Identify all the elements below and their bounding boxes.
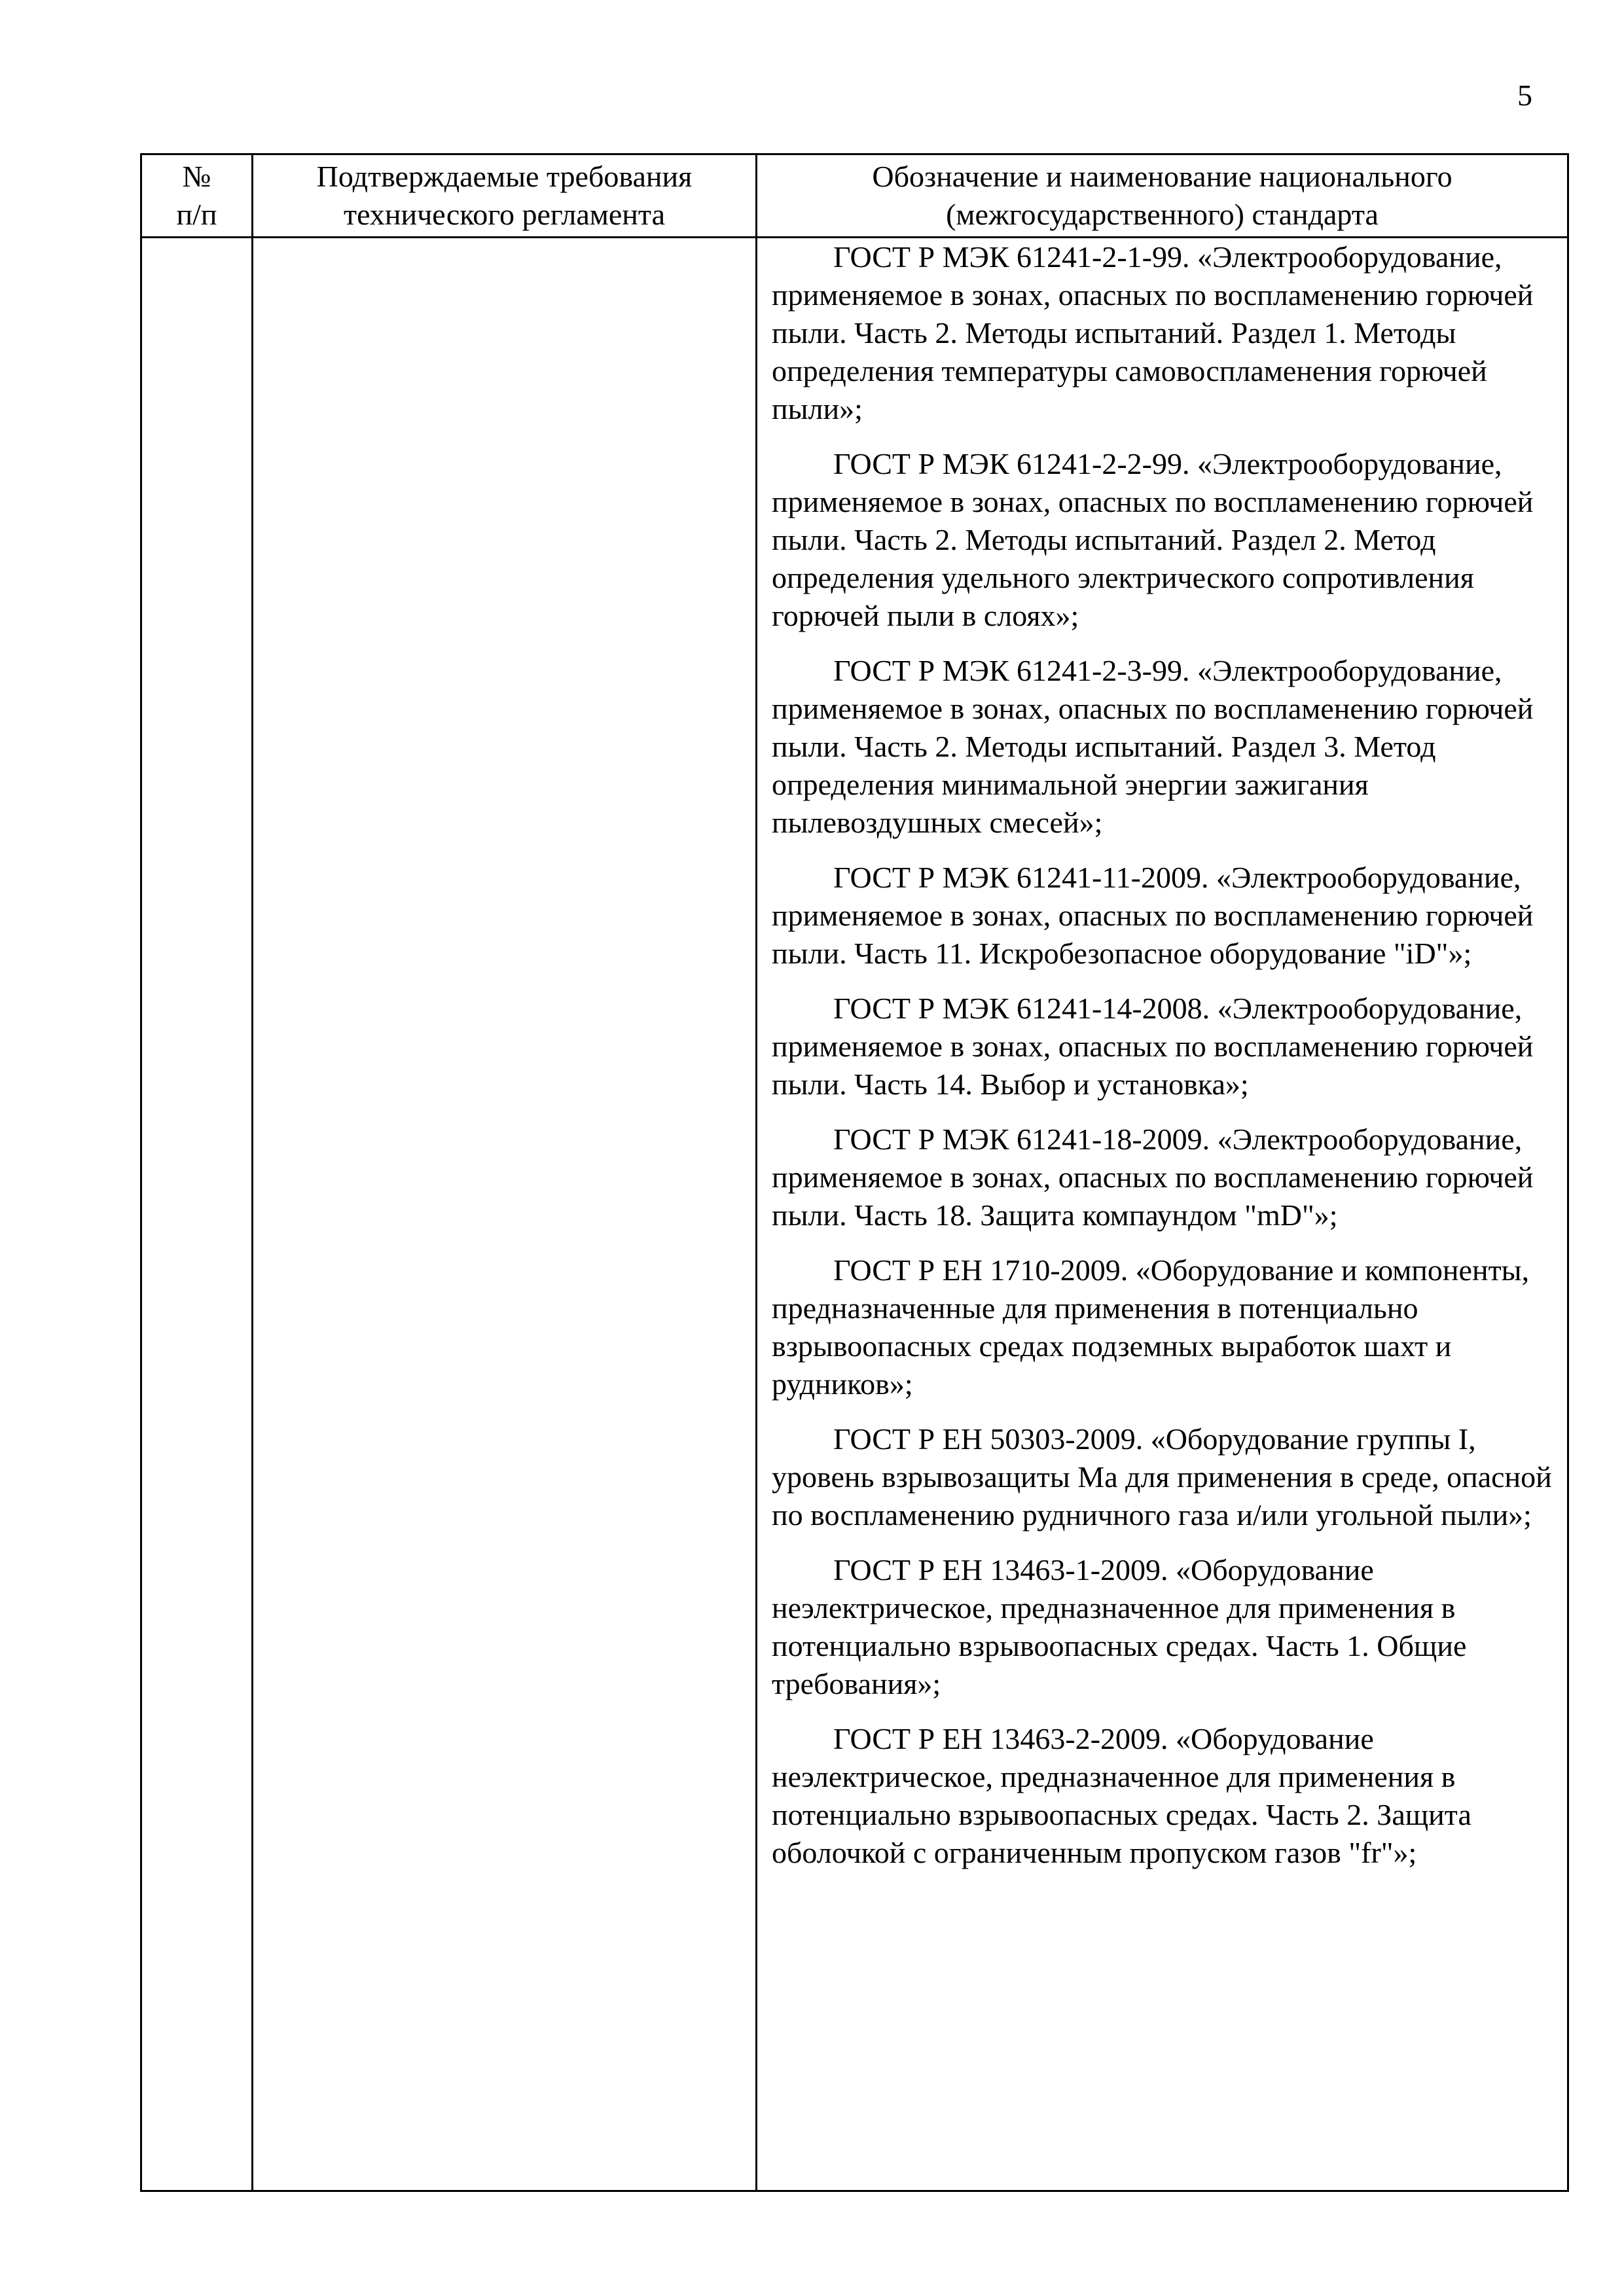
standard-entry: ГОСТ Р ЕН 13463-2-2009. «Оборудование неэлектрическое, предназначенное для применения в потенциально взрывоопасных средах. Часть 2. Защита оболочкой с ограниченным пропуском газов "fr"»;: [772, 1722, 1471, 1869]
header-requirements-line1: Подтверждаемые требования: [316, 160, 693, 193]
header-standard-line2: (межгосударственного) стандарта: [946, 198, 1379, 231]
standard-entry: ГОСТ Р МЭК 61241-2-2-99. «Электрооборудование, применяемое в зонах, опасных по воспламенению горючей пыли. Часть 2. Методы испытаний. Раздел 2. Метод определения удельного электрического сопротивления горючей пыли в слоях»;: [772, 447, 1534, 632]
standard-entry: ГОСТ Р ЕН 50303-2009. «Оборудование группы I, уровень взрывозащиты Ма для применения в среде, опасной по воспламенению рудничного газа и/или угольной пыли»;: [772, 1422, 1552, 1532]
table-header-row: [141, 154, 1568, 238]
header-standard-line1: Обозначение и наименование национального: [872, 160, 1453, 193]
table-row: [141, 238, 1568, 2191]
standards-table: [140, 153, 1569, 2192]
header-number-line1: №: [182, 160, 211, 193]
row-standards-cell: [757, 238, 1568, 2191]
standard-entry: ГОСТ Р МЭК 61241-11-2009. «Электрооборудование, применяемое в зонах, опасных по воспламенению горючей пыли. Часть 11. Искробезопасное оборудование "iD"»;: [772, 861, 1534, 970]
standard-entry: ГОСТ Р МЭК 61241-2-3-99. «Электрооборудование, применяемое в зонах, опасных по воспламенению горючей пыли. Часть 2. Методы испытаний. Раздел 3. Метод определения минимальной энергии зажигания пылевоздушных смесей»;: [772, 654, 1534, 839]
header-number: [141, 154, 253, 238]
header-requirements-line2: технического регламента: [343, 198, 666, 231]
standard-entry: ГОСТ Р МЭК 61241-2-1-99. «Электрооборудование, применяемое в зонах, опасных по воспламенению горючей пыли. Часть 2. Методы испытаний. Раздел 1. Методы определения температуры самовоспламенения горючей пыли»;: [772, 240, 1534, 425]
standard-entry: ГОСТ Р ЕН 13463-1-2009. «Оборудование неэлектрическое, предназначенное для применения в потенциально взрывоопасных средах. Часть 1. Общие требования»;: [772, 1553, 1467, 1700]
header-number-line2: п/п: [176, 198, 217, 231]
header-requirements: [253, 154, 757, 238]
standard-entry: ГОСТ Р МЭК 61241-18-2009. «Электрооборудование, применяемое в зонах, опасных по воспламенению горючей пыли. Часть 18. Защита компаундом "mD"»;: [772, 1122, 1534, 1232]
row-requirements-cell: [253, 238, 757, 2191]
row-number-cell: [141, 238, 253, 2191]
standard-entry: ГОСТ Р ЕН 1710-2009. «Оборудование и компоненты, предназначенные для применения в потенциально взрывоопасных средах подземных выработок шахт и рудников»;: [772, 1253, 1530, 1401]
page-number: 5: [1517, 79, 1532, 112]
header-standard: [757, 154, 1568, 238]
standard-entry: ГОСТ Р МЭК 61241-14-2008. «Электрооборудование, применяемое в зонах, опасных по воспламенению горючей пыли. Часть 14. Выбор и установка»;: [772, 992, 1534, 1101]
